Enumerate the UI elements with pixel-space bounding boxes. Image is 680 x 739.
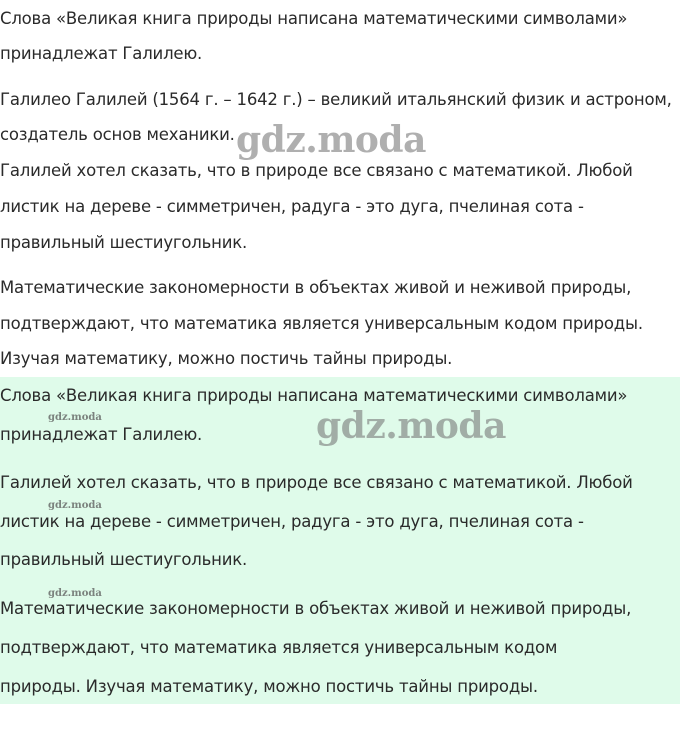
text-line: природы. Изучая математику, можно постичь тайны природы. xyxy=(0,677,538,696)
text-line: принадлежат Галилею. xyxy=(0,425,203,444)
text-line: Галилей хотел сказать, что в природе все связано с математикой. Любой xyxy=(0,473,633,492)
text-line: листик на дереве - симметричен, радуга - это дуга, пчелиная сота - xyxy=(0,512,584,531)
text-line: принадлежат Галилею. xyxy=(0,44,203,63)
text-line: Математические закономерности в объектах живой и неживой природы, xyxy=(0,278,632,297)
watermark-small: gdz.moda xyxy=(48,500,102,511)
text-line: Слова «Великая книга природы написана математическими символами» xyxy=(0,386,628,405)
text-line: создатель основ механики. xyxy=(0,125,235,144)
text-line: правильный шестиугольник. xyxy=(0,550,248,569)
watermark-small: gdz.moda xyxy=(48,412,102,423)
text-line: подтверждают, что математика является универсальным кодом xyxy=(0,638,558,657)
text-line: Галилео Галилей (1564 г. – 1642 г.) – великий итальянский физик и астроном, xyxy=(0,90,672,109)
watermark-small: gdz.moda xyxy=(48,588,102,599)
watermark-logo: gdz.moda xyxy=(316,405,506,447)
text-line: правильный шестиугольник. xyxy=(0,233,248,252)
text-line: Изучая математику, можно постичь тайны природы. xyxy=(0,349,453,368)
text-line: листик на дереве - симметричен, радуга - это дуга, пчелиная сота - xyxy=(0,197,584,216)
text-line: Галилей хотел сказать, что в природе все связано с математикой. Любой xyxy=(0,161,633,180)
text-line: Слова «Великая книга природы написана математическими символами» xyxy=(0,9,628,28)
text-line: Математические закономерности в объектах живой и неживой природы, xyxy=(0,599,632,618)
text-line: подтверждают, что математика является универсальным кодом природы. xyxy=(0,314,643,333)
watermark-logo: gdz.moda xyxy=(236,119,426,161)
